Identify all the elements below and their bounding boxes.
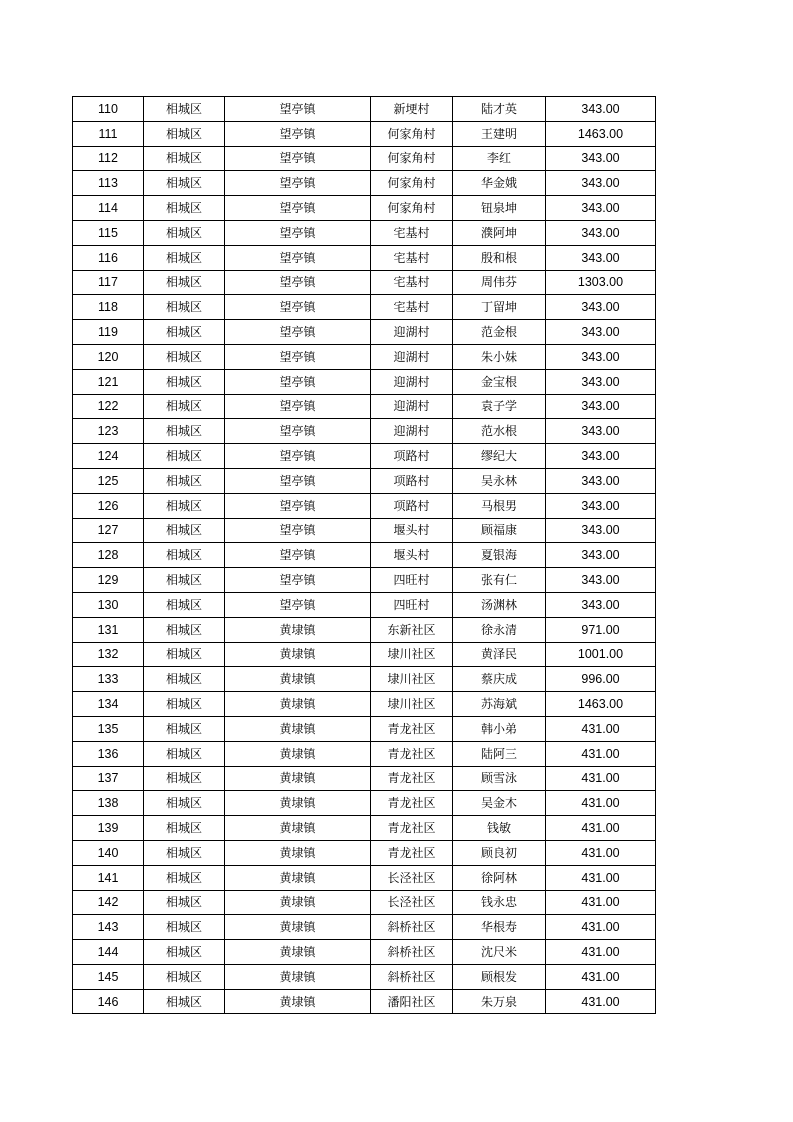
row-number-cell: 125 [73,468,144,493]
row-number-cell: 127 [73,518,144,543]
town-cell: 望亭镇 [225,344,371,369]
village-cell: 项路村 [371,468,453,493]
town-cell: 望亭镇 [225,518,371,543]
row-number-cell: 129 [73,568,144,593]
town-cell: 黄埭镇 [225,791,371,816]
table-row [73,97,656,122]
person-name-cell: 华根寿 [453,915,546,940]
table-row [73,890,656,915]
town-cell: 黄埭镇 [225,667,371,692]
town-cell: 黄埭镇 [225,642,371,667]
village-cell: 埭川社区 [371,642,453,667]
amount-cell: 431.00 [546,940,656,965]
row-number-cell: 143 [73,915,144,940]
amount-cell: 343.00 [546,493,656,518]
district-cell: 相城区 [144,320,225,345]
district-cell: 相城区 [144,295,225,320]
village-cell: 迎湖村 [371,394,453,419]
town-cell: 望亭镇 [225,592,371,617]
village-cell: 青龙社区 [371,741,453,766]
amount-cell: 343.00 [546,320,656,345]
amount-cell: 343.00 [546,592,656,617]
town-cell: 望亭镇 [225,419,371,444]
table-row [73,791,656,816]
district-cell: 相城区 [144,865,225,890]
amount-cell: 343.00 [546,196,656,221]
person-name-cell: 顾雪泳 [453,766,546,791]
person-name-cell: 缪纪大 [453,444,546,469]
amount-cell: 343.00 [546,295,656,320]
town-cell: 黄埭镇 [225,766,371,791]
town-cell: 望亭镇 [225,444,371,469]
amount-cell: 1463.00 [546,121,656,146]
town-cell: 望亭镇 [225,369,371,394]
district-cell: 相城区 [144,890,225,915]
table-row [73,989,656,1014]
amount-cell: 431.00 [546,865,656,890]
row-number-cell: 121 [73,369,144,394]
person-name-cell: 蔡庆成 [453,667,546,692]
table-row [73,692,656,717]
district-cell: 相城区 [144,419,225,444]
district-cell: 相城区 [144,121,225,146]
town-cell: 黄埭镇 [225,890,371,915]
table-row [73,245,656,270]
row-number-cell: 124 [73,444,144,469]
table-row [73,344,656,369]
village-cell: 埭川社区 [371,667,453,692]
table-row [73,543,656,568]
person-name-cell: 钱永忠 [453,890,546,915]
amount-cell: 1463.00 [546,692,656,717]
village-cell: 斜桥社区 [371,915,453,940]
table-row [73,146,656,171]
table-row [73,270,656,295]
town-cell: 望亭镇 [225,270,371,295]
person-name-cell: 张有仁 [453,568,546,593]
village-cell: 堰头村 [371,543,453,568]
amount-cell: 431.00 [546,816,656,841]
amount-cell: 343.00 [546,220,656,245]
district-cell: 相城区 [144,146,225,171]
amount-cell: 431.00 [546,766,656,791]
amount-cell: 343.00 [546,369,656,394]
row-number-cell: 134 [73,692,144,717]
village-cell: 宅基村 [371,295,453,320]
amount-cell: 431.00 [546,964,656,989]
person-name-cell: 苏海斌 [453,692,546,717]
row-number-cell: 130 [73,592,144,617]
person-name-cell: 徐阿林 [453,865,546,890]
table-row [73,568,656,593]
village-cell: 四旺村 [371,592,453,617]
village-cell: 迎湖村 [371,320,453,345]
table-row [73,518,656,543]
village-cell: 新埂村 [371,97,453,122]
town-cell: 黄埭镇 [225,816,371,841]
town-cell: 望亭镇 [225,543,371,568]
village-cell: 青龙社区 [371,791,453,816]
person-name-cell: 朱小妹 [453,344,546,369]
person-name-cell: 吴永林 [453,468,546,493]
village-cell: 何家角村 [371,146,453,171]
table-row [73,865,656,890]
district-cell: 相城区 [144,840,225,865]
person-name-cell: 夏银海 [453,543,546,568]
town-cell: 黄埭镇 [225,840,371,865]
amount-cell: 971.00 [546,617,656,642]
village-cell: 何家角村 [371,121,453,146]
table-row [73,741,656,766]
village-cell: 宅基村 [371,245,453,270]
town-cell: 黄埭镇 [225,915,371,940]
town-cell: 望亭镇 [225,320,371,345]
village-cell: 迎湖村 [371,344,453,369]
district-cell: 相城区 [144,444,225,469]
amount-cell: 343.00 [546,468,656,493]
district-cell: 相城区 [144,344,225,369]
table-row [73,295,656,320]
amount-cell: 431.00 [546,791,656,816]
table-row [73,840,656,865]
village-cell: 青龙社区 [371,716,453,741]
table-row [73,171,656,196]
district-cell: 相城区 [144,369,225,394]
person-name-cell: 范水根 [453,419,546,444]
row-number-cell: 137 [73,766,144,791]
amount-cell: 996.00 [546,667,656,692]
village-cell: 斜桥社区 [371,940,453,965]
village-cell: 东新社区 [371,617,453,642]
district-cell: 相城区 [144,692,225,717]
table-row [73,617,656,642]
amount-cell: 343.00 [546,171,656,196]
row-number-cell: 122 [73,394,144,419]
district-cell: 相城区 [144,394,225,419]
town-cell: 黄埭镇 [225,692,371,717]
town-cell: 望亭镇 [225,568,371,593]
village-cell: 迎湖村 [371,369,453,394]
row-number-cell: 123 [73,419,144,444]
village-cell: 青龙社区 [371,766,453,791]
table-row [73,196,656,221]
village-cell: 潘阳社区 [371,989,453,1014]
village-cell: 项路村 [371,444,453,469]
town-cell: 黄埭镇 [225,617,371,642]
person-name-cell: 吴金木 [453,791,546,816]
row-number-cell: 113 [73,171,144,196]
row-number-cell: 133 [73,667,144,692]
town-cell: 望亭镇 [225,171,371,196]
district-cell: 相城区 [144,592,225,617]
row-number-cell: 115 [73,220,144,245]
table-row [73,419,656,444]
row-number-cell: 119 [73,320,144,345]
table-row [73,940,656,965]
row-number-cell: 117 [73,270,144,295]
town-cell: 黄埭镇 [225,741,371,766]
amount-cell: 343.00 [546,344,656,369]
person-name-cell: 马根男 [453,493,546,518]
district-cell: 相城区 [144,493,225,518]
amount-cell: 431.00 [546,716,656,741]
person-name-cell: 顾福康 [453,518,546,543]
district-cell: 相城区 [144,617,225,642]
table-row [73,816,656,841]
village-cell: 青龙社区 [371,816,453,841]
village-cell: 宅基村 [371,220,453,245]
village-cell: 宅基村 [371,270,453,295]
amount-cell: 431.00 [546,989,656,1014]
district-cell: 相城区 [144,220,225,245]
town-cell: 望亭镇 [225,468,371,493]
town-cell: 望亭镇 [225,493,371,518]
person-name-cell: 沈尺米 [453,940,546,965]
person-name-cell: 顾根发 [453,964,546,989]
data-table [72,96,656,1014]
village-cell: 埭川社区 [371,692,453,717]
district-cell: 相城区 [144,642,225,667]
row-number-cell: 120 [73,344,144,369]
table-row [73,444,656,469]
town-cell: 黄埭镇 [225,940,371,965]
town-cell: 望亭镇 [225,146,371,171]
row-number-cell: 144 [73,940,144,965]
district-cell: 相城区 [144,543,225,568]
person-name-cell: 濮阿坤 [453,220,546,245]
town-cell: 黄埭镇 [225,989,371,1014]
table-row [73,320,656,345]
row-number-cell: 116 [73,245,144,270]
amount-cell: 1303.00 [546,270,656,295]
town-cell: 望亭镇 [225,394,371,419]
town-cell: 望亭镇 [225,196,371,221]
town-cell: 黄埭镇 [225,964,371,989]
person-name-cell: 王建明 [453,121,546,146]
table-row [73,493,656,518]
row-number-cell: 131 [73,617,144,642]
table-row [73,369,656,394]
person-name-cell: 丁留坤 [453,295,546,320]
person-name-cell: 顾良初 [453,840,546,865]
amount-cell: 343.00 [546,543,656,568]
row-number-cell: 118 [73,295,144,320]
amount-cell: 343.00 [546,97,656,122]
district-cell: 相城区 [144,791,225,816]
person-name-cell: 朱万泉 [453,989,546,1014]
row-number-cell: 111 [73,121,144,146]
district-cell: 相城区 [144,716,225,741]
table-row [73,667,656,692]
row-number-cell: 114 [73,196,144,221]
table-row [73,915,656,940]
person-name-cell: 钮泉坤 [453,196,546,221]
person-name-cell: 韩小弟 [453,716,546,741]
district-cell: 相城区 [144,964,225,989]
table-row [73,592,656,617]
village-cell: 何家角村 [371,196,453,221]
amount-cell: 1001.00 [546,642,656,667]
district-cell: 相城区 [144,468,225,493]
row-number-cell: 126 [73,493,144,518]
town-cell: 望亭镇 [225,121,371,146]
town-cell: 望亭镇 [225,245,371,270]
village-cell: 四旺村 [371,568,453,593]
row-number-cell: 142 [73,890,144,915]
district-cell: 相城区 [144,766,225,791]
town-cell: 望亭镇 [225,295,371,320]
row-number-cell: 128 [73,543,144,568]
village-cell: 迎湖村 [371,419,453,444]
amount-cell: 431.00 [546,915,656,940]
district-cell: 相城区 [144,245,225,270]
person-name-cell: 陆才英 [453,97,546,122]
row-number-cell: 136 [73,741,144,766]
amount-cell: 431.00 [546,741,656,766]
amount-cell: 343.00 [546,146,656,171]
amount-cell: 343.00 [546,245,656,270]
amount-cell: 431.00 [546,890,656,915]
district-cell: 相城区 [144,568,225,593]
person-name-cell: 袁子学 [453,394,546,419]
person-name-cell: 黄泽民 [453,642,546,667]
district-cell: 相城区 [144,667,225,692]
table-row [73,468,656,493]
person-name-cell: 华金娥 [453,171,546,196]
table-row [73,394,656,419]
row-number-cell: 138 [73,791,144,816]
person-name-cell: 李红 [453,146,546,171]
district-cell: 相城区 [144,989,225,1014]
district-cell: 相城区 [144,171,225,196]
row-number-cell: 146 [73,989,144,1014]
person-name-cell: 汤渊林 [453,592,546,617]
village-cell: 何家角村 [371,171,453,196]
district-cell: 相城区 [144,196,225,221]
row-number-cell: 145 [73,964,144,989]
amount-cell: 343.00 [546,568,656,593]
village-cell: 青龙社区 [371,840,453,865]
row-number-cell: 135 [73,716,144,741]
district-cell: 相城区 [144,270,225,295]
village-cell: 斜桥社区 [371,964,453,989]
person-name-cell: 周伟芬 [453,270,546,295]
person-name-cell: 金宝根 [453,369,546,394]
amount-cell: 343.00 [546,444,656,469]
person-name-cell: 殷和根 [453,245,546,270]
person-name-cell: 徐永清 [453,617,546,642]
town-cell: 黄埭镇 [225,865,371,890]
row-number-cell: 139 [73,816,144,841]
amount-cell: 343.00 [546,419,656,444]
town-cell: 黄埭镇 [225,716,371,741]
district-cell: 相城区 [144,518,225,543]
row-number-cell: 112 [73,146,144,171]
table-row [73,716,656,741]
village-cell: 长泾社区 [371,890,453,915]
person-name-cell: 钱敏 [453,816,546,841]
person-name-cell: 陆阿三 [453,741,546,766]
row-number-cell: 110 [73,97,144,122]
district-cell: 相城区 [144,940,225,965]
table-row [73,121,656,146]
amount-cell: 343.00 [546,394,656,419]
village-cell: 长泾社区 [371,865,453,890]
amount-cell: 431.00 [546,840,656,865]
table-row [73,642,656,667]
person-name-cell: 范金根 [453,320,546,345]
district-cell: 相城区 [144,741,225,766]
row-number-cell: 132 [73,642,144,667]
table-row [73,220,656,245]
row-number-cell: 140 [73,840,144,865]
amount-cell: 343.00 [546,518,656,543]
district-cell: 相城区 [144,915,225,940]
town-cell: 望亭镇 [225,97,371,122]
village-cell: 项路村 [371,493,453,518]
district-cell: 相城区 [144,97,225,122]
village-cell: 堰头村 [371,518,453,543]
table-body [73,97,656,1014]
row-number-cell: 141 [73,865,144,890]
table-row [73,766,656,791]
district-cell: 相城区 [144,816,225,841]
town-cell: 望亭镇 [225,220,371,245]
table-row [73,964,656,989]
